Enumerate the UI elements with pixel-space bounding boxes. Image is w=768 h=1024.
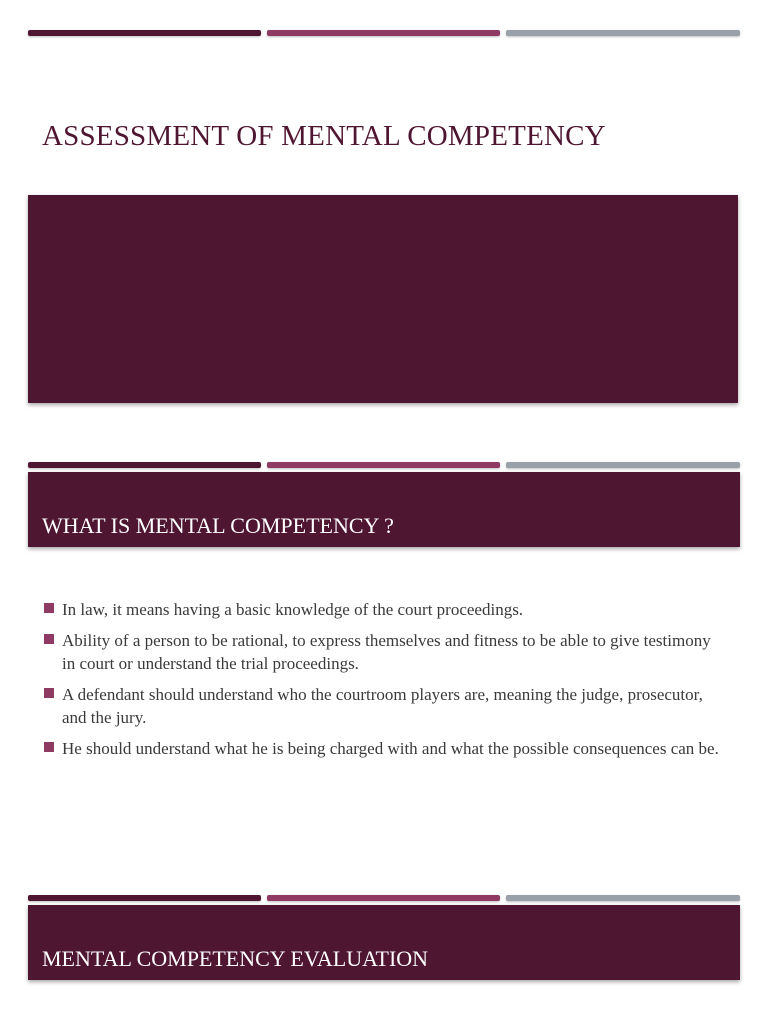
accent-stripe-grey xyxy=(506,30,740,36)
accent-stripe-grey xyxy=(506,895,740,901)
bullet-text: Ability of a person to be rational, to express themselves and fitness to be able to give testimony in court or understand the trial proceedings. xyxy=(62,631,711,673)
accent-stripe-dark xyxy=(28,30,261,36)
hero-panel xyxy=(28,195,738,403)
bullet-item xyxy=(44,629,724,675)
bullet-item xyxy=(44,683,724,729)
square-bullet-icon xyxy=(44,742,54,752)
accent-stripe-grey xyxy=(506,462,740,468)
slide-1-title: ASSESSMENT OF MENTAL COMPETENCY xyxy=(42,120,606,152)
bullet-item xyxy=(44,737,724,760)
accent-stripe-mauve xyxy=(267,30,500,36)
slide-2-title: WHAT IS MENTAL COMPETENCY ? xyxy=(42,513,394,538)
bullet-item xyxy=(44,598,724,621)
slide-2-title-band xyxy=(28,472,740,547)
bullet-list xyxy=(44,598,724,768)
slide-3-title-band xyxy=(28,905,740,980)
accent-stripe-mauve xyxy=(267,895,500,901)
accent-stripe-mauve xyxy=(267,462,500,468)
bullet-text: He should understand what he is being charged with and what the possible consequences can be. xyxy=(62,739,719,758)
bullet-text: In law, it means having a basic knowledge of the court proceedings. xyxy=(62,600,524,619)
slide-3-title: MENTAL COMPETENCY EVALUATION xyxy=(42,946,429,971)
accent-stripe-dark xyxy=(28,895,261,901)
square-bullet-icon xyxy=(44,603,54,613)
accent-stripe-dark xyxy=(28,462,261,468)
bullet-text: A defendant should understand who the courtroom players are, meaning the judge, prosecutor, and the jury. xyxy=(62,685,703,727)
square-bullet-icon xyxy=(44,634,54,644)
square-bullet-icon xyxy=(44,688,54,698)
